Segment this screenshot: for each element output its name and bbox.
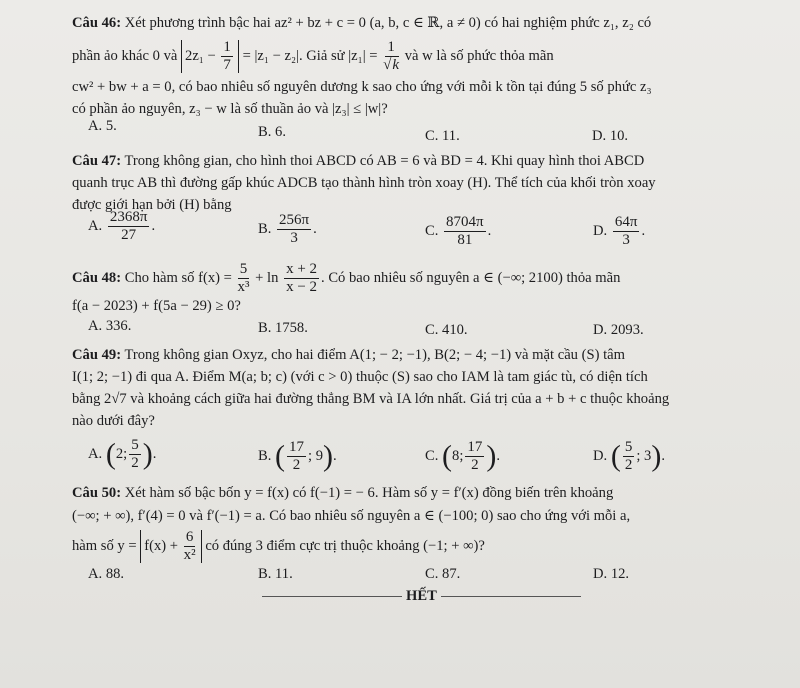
q49-line4: nào dưới đây? <box>72 413 155 429</box>
q46-f1-num: 1 <box>223 39 231 55</box>
q46-option-d: D. 10. <box>592 128 629 144</box>
q49-option-b: B. ( $\frac{17}{2}$ ; 9). <box>258 439 337 473</box>
q50-option-d: D. 12. <box>593 566 630 582</box>
q48-text-1a: Cho hàm số f(x) = <box>124 269 232 286</box>
q46-text-2d: và w là số phức thỏa mãn <box>404 47 554 64</box>
q47-d-frac <box>613 215 640 248</box>
q48-option-d: D. 2093. <box>593 322 644 338</box>
q46-label: Câu 46: <box>72 15 122 31</box>
q46-f2-num: 1 <box>387 39 395 55</box>
q49-c-first: 8; <box>452 447 464 464</box>
q49-c-den: 2 <box>471 457 479 473</box>
q48-f1-den: x³ <box>237 279 250 295</box>
q47-a-num: 2368π <box>109 209 148 225</box>
q49-line3: bằng 2√7 và khoảng cách giữa hai đường thẳng BM và IA lớn nhất. Giá trị của a + b + c thuộc khoảng <box>72 391 670 407</box>
q48-option-a: A. 336. <box>88 318 132 334</box>
q47-c-frac <box>444 215 486 248</box>
q46-abs-expr <box>181 40 239 73</box>
q49-c-rparen: ) <box>486 439 497 473</box>
q49-option-a: A. (2; $\frac{5}{2}$ ). <box>88 437 157 471</box>
q49-a-den: 2 <box>131 455 139 471</box>
q48-line2: f(a − 2023) + f(5a − 29) ≥ 0? <box>72 298 241 314</box>
q49-a-first: 2; <box>115 445 128 462</box>
q47-b-num: 256π <box>279 212 310 228</box>
q47-text-1: Trong không gian, cho hình thoi ABCD có AB = 6 và BD = 4. Khi quay hình thoi ABCD <box>124 153 645 169</box>
q46-line4: có phần ảo nguyên, z₃ − w là số thuần ảo và |z₃| ≤ |w|? <box>72 101 388 117</box>
q49-line1 <box>72 344 625 366</box>
q46-frac-1-7 <box>221 40 233 73</box>
q48-label: Câu 48: <box>72 269 122 286</box>
q48-line1 <box>72 262 620 295</box>
q48-text-1c: . Có bao nhiêu số nguyên a ∈ (−∞; 2100) thỏa mãn <box>321 269 621 286</box>
q49-a-num: 5 <box>131 437 139 453</box>
q46-option-b: B. 6. <box>258 124 286 140</box>
q50-option-c: C. 87. <box>425 566 461 582</box>
q46-f1-den: 7 <box>223 57 231 73</box>
q46-frac-1-sqrtk <box>383 40 399 73</box>
q46-text-2b: 2z₁ − <box>185 47 216 64</box>
q49-d-second: ; 3 <box>636 447 652 464</box>
end-text: HẾT <box>406 588 437 604</box>
q50-text-3b: f(x) + <box>144 538 178 554</box>
q47-option-b: B. $\frac{256\pi}{3}$ . <box>258 212 317 246</box>
q49-b-frac <box>287 440 306 473</box>
q49-b-letter: B. <box>258 447 272 464</box>
q46-text-2c: = |z₁ − z₂|. Giả sử |z₁| = <box>242 47 378 64</box>
q48-frac-ln <box>284 262 319 295</box>
q50-abs-expr <box>140 530 201 563</box>
q48-option-b: B. 1758. <box>258 320 308 336</box>
q46-line3: cw² + bw + a = 0, có bao nhiêu số nguyên dương k sao cho ứng với mỗi k tồn tại đúng 5 số phức z₃ <box>72 79 652 95</box>
q49-d-den: 2 <box>624 457 633 473</box>
q49-c-frac <box>465 440 484 473</box>
end-marker <box>258 588 585 605</box>
q50-line1 <box>72 482 613 504</box>
q49-option-d: D. ( $\frac{5}{2}$ ; 3). <box>593 439 666 473</box>
q50-text-3c: có đúng 3 điểm cực trị thuộc khoảng (−1; + ∞)? <box>205 538 485 554</box>
q49-a-letter: A. <box>88 445 103 462</box>
q47-line2: quanh trục AB thì đường gấp khúc ADCB tạo thành hình tròn xoay (H). Thể tích của khối tròn xoay <box>72 175 656 191</box>
q46-line2 <box>72 40 554 73</box>
q46-f2-den-wrap: √k <box>383 57 400 73</box>
q50-option-b: B. 11. <box>258 566 293 582</box>
q48-frac-5-x3 <box>238 262 250 295</box>
q49-a-frac <box>129 438 141 471</box>
q49-d-rparen: ) <box>651 439 662 473</box>
q49-label: Câu 49: <box>72 347 122 363</box>
q50-text-1: Xét hàm số bậc bốn y = f(x) có f(−1) = − 6. Hàm số y = f′(x) đồng biến trên khoảng <box>124 485 614 501</box>
q49-b-den: 2 <box>292 457 301 473</box>
q49-c-num: 17 <box>467 439 483 455</box>
q49-c-letter: C. <box>425 447 439 464</box>
q46-text-1: Xét phương trình bậc hai az² + bz + c = 0 (a, b, c ∈ ℝ, a ≠ 0) có hai nghiệm phức z₁, z₂ có <box>124 15 652 31</box>
q49-c-lparen: ( <box>442 439 453 473</box>
q49-d-lparen: ( <box>610 439 621 473</box>
end-dash-left <box>262 596 402 597</box>
q50-label: Câu 50: <box>72 485 122 501</box>
q49-d-num: 5 <box>624 439 633 455</box>
q50-f-num: 6 <box>185 529 194 546</box>
q47-option-d: D. $\frac{64\pi}{3}$ . <box>593 214 646 248</box>
q50-f-den: x² <box>183 547 196 564</box>
q50-text-3a: hàm số y = <box>72 538 137 554</box>
q46-f2-den: k <box>392 57 400 73</box>
q47-c-letter: C. <box>425 222 439 239</box>
q49-b-rparen: ) <box>323 439 334 473</box>
q48-f2-den: x − 2 <box>286 279 318 295</box>
q47-c-num: 8704π <box>446 214 484 230</box>
q47-a-den: 27 <box>121 227 137 243</box>
q47-d-num: 64π <box>614 214 638 230</box>
q46-option-a: A. 5. <box>88 118 117 134</box>
q48-text-1b: + ln <box>255 269 279 286</box>
q47-d-letter: D. <box>593 222 608 239</box>
q47-b-den: 3 <box>290 230 298 246</box>
q49-b-second: ; 9 <box>308 447 324 464</box>
q50-frac-6-x2 <box>184 530 196 563</box>
q49-a-lparen: ( <box>105 437 116 471</box>
q46-line1 <box>72 12 651 34</box>
q47-option-a: A. $\frac{2368\pi}{27}$ . <box>88 209 156 243</box>
q47-c-den: 81 <box>457 232 473 248</box>
q47-line3: được giới hạn bởi (H) bằng <box>72 197 232 213</box>
q50-option-a: A. 88. <box>88 566 125 582</box>
q47-b-letter: B. <box>258 220 272 237</box>
q47-line1 <box>72 150 644 172</box>
q48-f1-num: 5 <box>239 261 248 277</box>
q47-option-c: C. $\frac{8704\pi}{81}$ . <box>425 214 492 248</box>
q49-d-letter: D. <box>593 447 608 464</box>
q49-b-num: 17 <box>289 439 305 455</box>
q50-line2: (−∞; + ∞), f′(4) = 0 và f′(−1) = a. Có bao nhiêu số nguyên a ∈ (−100; 0) sao cho ứng với mỗi a, <box>72 508 631 524</box>
q49-a-rparen: ) <box>142 437 153 471</box>
q46-option-c: C. 11. <box>425 128 460 144</box>
q49-text-1: Trong không gian Oxyz, cho hai điểm A(1; − 2; −1), B(2; − 4; −1) và mặt cầu (S) tâm <box>124 347 625 363</box>
q49-line2: I(1; 2; −1) đi qua A. Điểm M(a; b; c) (với c > 0) thuộc (S) sao cho IAM là tam giác tù, có diện tích <box>72 369 648 385</box>
q47-a-letter: A. <box>88 217 103 234</box>
q48-f2-num: x + 2 <box>286 261 318 277</box>
q49-b-lparen: ( <box>275 439 286 473</box>
q47-a-frac <box>108 210 150 243</box>
q47-d-den: 3 <box>622 232 630 248</box>
end-dash-right <box>441 596 581 597</box>
q50-line3 <box>72 530 485 563</box>
q49-d-frac <box>623 440 635 473</box>
q49-option-c: C. (8; $\frac{17}{2}$ ). <box>425 439 501 473</box>
q47-label: Câu 47: <box>72 153 122 169</box>
q46-text-2a: phần ảo khác 0 và <box>72 47 178 64</box>
q47-b-frac <box>277 213 311 246</box>
q48-option-c: C. 410. <box>425 322 468 338</box>
